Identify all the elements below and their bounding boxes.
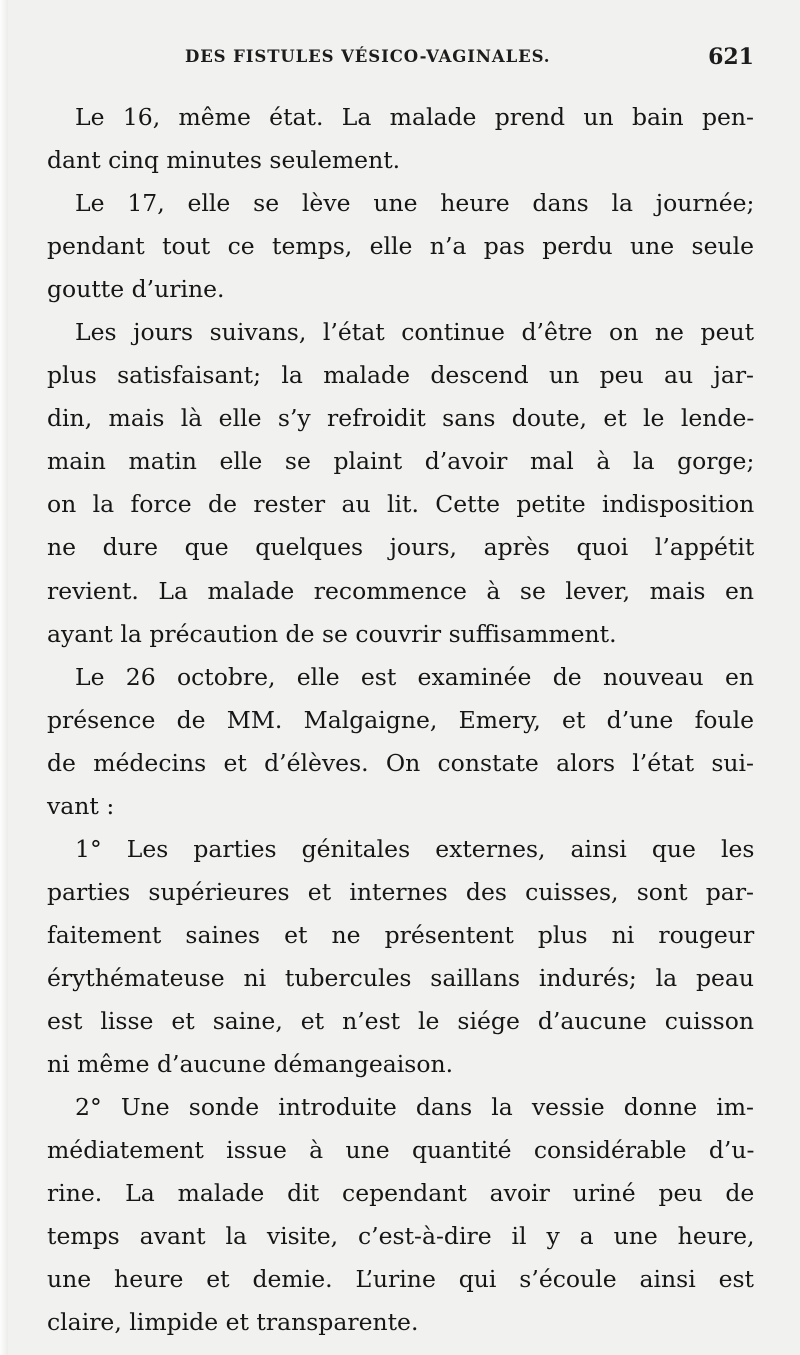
text-line: érythémateuse ni tubercules saillans indurés; la peau — [47, 963, 755, 992]
body-text — [47, 96, 754, 1344]
running-title: DES FISTULES VÉSICO-VAGINALES. — [185, 47, 551, 66]
text-line: parties supérieures et internes des cuisses, sont par- — [47, 877, 754, 906]
text-line: din, mais là elle s’y refroidit sans doute, et le lende- — [47, 404, 755, 433]
text-line: 1° Les parties génitales externes, ainsi que les — [75, 834, 755, 863]
text-line: Les jours suivans, l’état continue d’être on ne peut — [75, 318, 755, 347]
text-line: est lisse et saine, et n’est le siége d’aucune cuisson — [47, 1006, 754, 1035]
paragraph — [47, 656, 754, 828]
text-line: main matin elle se plaint d’avoir mal à la gorge; — [47, 447, 755, 476]
text-line: Le 17, elle se lève une heure dans la journée; — [75, 189, 755, 218]
text-line: goutte d’urine. — [47, 275, 225, 304]
paragraph — [47, 182, 754, 311]
text-line: vant : — [47, 791, 115, 820]
text-line: rine. La malade dit cependant avoir uriné peu de — [47, 1179, 755, 1208]
text-line: 2° Une sonde introduite dans la vessie donne im- — [75, 1093, 754, 1122]
text-line: on la force de rester au lit. Cette petite indisposition — [47, 490, 755, 519]
text-line: ne dure que quelques jours, après quoi l’appétit — [47, 533, 755, 562]
text-line: ni même d’aucune démangeaison. — [47, 1050, 454, 1079]
text-line: temps avant la visite, c’est-à-dire il y a une heure, — [47, 1222, 755, 1251]
page-edge — [0, 0, 8, 1355]
text-line: une heure et demie. L’urine qui s’écoule ainsi est — [47, 1265, 754, 1294]
text-line: dant cinq minutes seulement. — [47, 146, 401, 175]
text-line: présence de MM. Malgaigne, Emery, et d’une foule — [47, 705, 754, 734]
text-line: pendant tout ce temps, elle n’a pas perdu une seule — [47, 232, 755, 261]
text-line: faitement saines et ne présentent plus ni rougeur — [47, 920, 755, 949]
text-line: Le 26 octobre, elle est examinée de nouveau en — [75, 662, 754, 691]
paragraph — [47, 828, 754, 1086]
paragraph — [47, 96, 754, 182]
text-line: claire, limpide et transparente. — [47, 1308, 419, 1337]
text-line: plus satisfaisant; la malade descend un peu au jar- — [47, 361, 754, 390]
paragraph — [47, 311, 754, 655]
text-line: Le 16, même état. La malade prend un bain pen- — [75, 103, 754, 131]
page-header — [47, 44, 754, 76]
text-line: ayant la précaution de se couvrir suffisamment. — [47, 619, 617, 648]
paragraph — [47, 1086, 754, 1344]
text-line: revient. La malade recommence à se lever, mais en — [47, 576, 754, 605]
text-line: de médecins et d’élèves. On constate alors l’état sui- — [47, 748, 754, 777]
text-line: médiatement issue à une quantité considérable d’u- — [47, 1136, 755, 1165]
page-number: 621 — [708, 44, 754, 70]
